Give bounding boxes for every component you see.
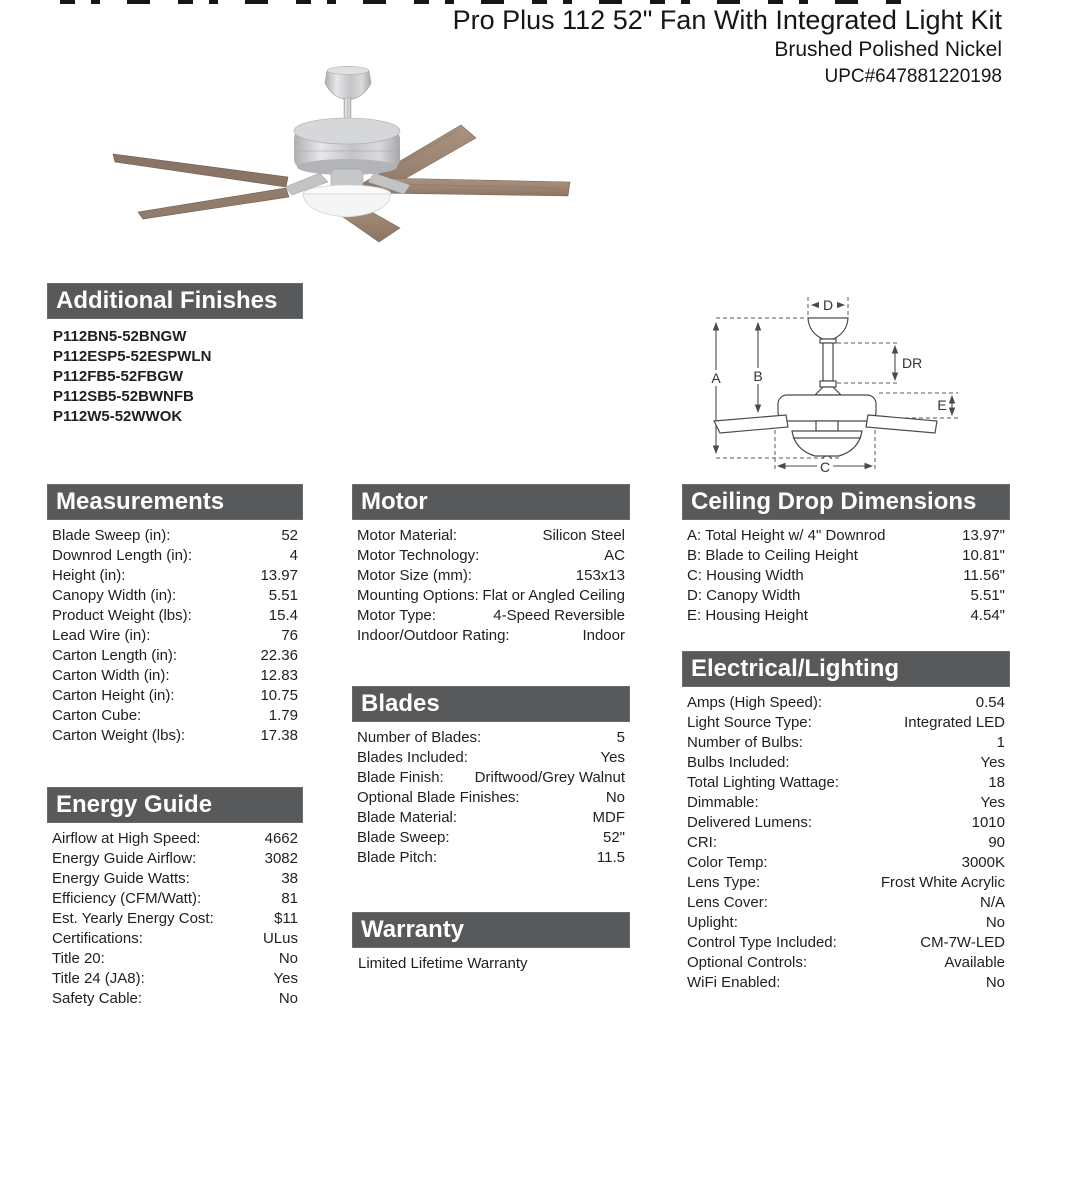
spec-label: Height (in): [52,567,126,584]
section-header-blades: Blades [352,686,630,722]
spec-row [47,626,303,646]
spec-label: Mounting Options: [357,587,479,604]
spec-label: Safety Cable: [52,990,143,1007]
spec-value: 81 [281,890,298,907]
spec-label: Blades Included: [357,749,468,766]
spec-value: 76 [281,627,298,644]
spec-label: Energy Guide Watts: [52,870,190,887]
page-title: Pro Plus 112 52" Fan With Integrated Light Kit [452,5,1002,35]
spec-label: Title 20: [52,950,105,967]
product-image-fan [80,55,640,280]
spec-row [682,853,1010,873]
section-warranty [352,912,630,974]
spec-row [352,626,630,646]
spec-value: No [985,914,1005,931]
spec-row [352,808,630,828]
spec-label: Carton Cube: [52,707,142,724]
spec-value: Indoor [582,627,625,644]
section-header-measurements: Measurements [47,484,303,520]
spec-value: 4-Speed Reversible [493,607,625,624]
fan-blade-left-lower [138,188,289,219]
spec-label: Title 24 (JA8): [52,970,145,987]
spec-row [47,526,303,546]
spec-row [682,586,1010,606]
spec-label: Carton Height (in): [52,687,175,704]
spec-row [682,953,1010,973]
spec-value: 10.75 [260,687,298,704]
spec-label: Blade Finish: [357,769,444,786]
spec-row [352,828,630,848]
product-finish: Brushed Polished Nickel [774,38,1002,61]
spec-value: 11.5 [596,849,625,866]
spec-row [682,793,1010,813]
section-header-additional-finishes: Additional Finishes [47,283,303,319]
spec-row [47,889,303,909]
section-ceiling-drop-dimensions [682,484,1010,626]
spec-value: 3000K [961,854,1005,871]
spec-label: Motor Type: [357,607,436,624]
spec-label: Color Temp: [687,854,768,871]
spec-value: 1 [996,734,1005,751]
spec-value: 153x13 [575,567,625,584]
spec-row [682,753,1010,773]
spec-label: Blade Sweep: [357,829,450,846]
spec-row [682,713,1010,733]
spec-row [47,646,303,666]
fan-motor-housing [294,118,400,175]
fan-canopy [325,67,371,101]
spec-value: 12.83 [260,667,298,684]
spec-label: Dimmable: [687,794,759,811]
spec-value: 52" [602,829,625,846]
product-upc: UPC#647881220198 [824,66,1002,87]
spec-row [682,893,1010,913]
spec-value: 5.51" [970,587,1005,604]
spec-label: Optional Blade Finishes: [357,789,520,806]
spec-value: 38 [281,870,298,887]
section-header-electrical-lighting: Electrical/Lighting [682,651,1010,687]
spec-value: Silicon Steel [542,527,625,544]
spec-label: A: Total Height w/ 4" Downrod [687,527,886,544]
spec-value: No [605,789,625,806]
finish-item: P112ESP5-52ESPWLN [53,348,212,365]
spec-row [682,773,1010,793]
spec-value: Yes [980,754,1005,771]
spec-value: No [985,974,1005,991]
spec-row [682,693,1010,713]
spec-label: Optional Controls: [687,954,808,971]
spec-value: N/A [979,894,1005,911]
section-additional-finishes [47,283,303,427]
spec-label: Efficiency (CFM/Watt): [52,890,202,907]
spec-value: 52 [281,527,298,544]
spec-row [682,566,1010,586]
spec-label: Motor Material: [357,527,458,544]
spec-row [47,726,303,746]
diagram-label-d: D [822,297,834,313]
spec-label: Blade Pitch: [357,849,438,866]
finish-item: P112BN5-52BNGW [53,328,187,345]
spec-value: No [278,990,298,1007]
spec-row [682,873,1010,893]
spec-row [682,833,1010,853]
spec-value: CM-7W-LED [920,934,1005,951]
section-header-warranty: Warranty [352,912,630,948]
spec-value: Integrated LED [904,714,1005,731]
spec-value: 5 [616,729,625,746]
section-header-motor: Motor [352,484,630,520]
spec-label: Est. Yearly Energy Cost: [52,910,214,927]
spec-row [47,949,303,969]
spec-value: 18 [988,774,1005,791]
section-blades [352,686,630,868]
spec-row [682,813,1010,833]
spec-value: 3082 [264,850,298,867]
spec-value: 90 [988,834,1005,851]
spec-value: MDF [592,809,625,826]
spec-row [47,606,303,626]
spec-label: Lens Type: [687,874,761,891]
spec-value: Frost White Acrylic [880,874,1005,891]
spec-row [47,706,303,726]
spec-row [47,586,303,606]
spec-value: 4.54" [970,607,1005,624]
spec-value: 17.38 [260,727,298,744]
spec-label: Carton Width (in): [52,667,170,684]
spec-row [682,733,1010,753]
spec-label: Indoor/Outdoor Rating: [357,627,510,644]
spec-label: Uplight: [687,914,738,931]
spec-label: E: Housing Height [687,607,808,624]
spec-label: Total Lighting Wattage: [687,774,840,791]
spec-label: C: Housing Width [687,567,804,584]
finish-item: P112FB5-52FBGW [53,368,184,385]
spec-value: 4 [289,547,298,564]
spec-value: 1010 [971,814,1005,831]
spec-label: D: Canopy Width [687,587,801,604]
spec-value: 15.4 [268,607,298,624]
spec-label: Certifications: [52,930,143,947]
spec-value: ULus [262,930,298,947]
spec-row [352,586,630,606]
spec-row [352,748,630,768]
spec-label: Blade Material: [357,809,458,826]
spec-label: CRI: [687,834,717,851]
spec-value: Yes [980,794,1005,811]
section-measurements [47,484,303,746]
spec-row [352,526,630,546]
spec-row [47,849,303,869]
spec-row [352,768,630,788]
spec-row [682,526,1010,546]
spec-row [352,606,630,626]
spec-value: Flat or Angled Ceiling [482,587,625,604]
spec-value: Yes [600,749,625,766]
spec-row [47,989,303,1009]
spec-value: 0.54 [975,694,1005,711]
spec-label: Number of Blades: [357,729,482,746]
ceiling-drop-diagram [690,283,1020,481]
spec-value: Driftwood/Grey Walnut [474,769,625,786]
spec-value: $11 [274,910,298,927]
spec-row [47,969,303,989]
fan-light-kit [303,185,391,217]
spec-row [352,546,630,566]
warranty-text: Limited Lifetime Warranty [358,955,528,972]
spec-label: Energy Guide Airflow: [52,850,197,867]
spec-row [47,546,303,566]
spec-row [352,728,630,748]
fan-blade-left-upper [113,154,288,187]
finish-item: P112SB5-52BWNFB [53,388,194,405]
spec-label: B: Blade to Ceiling Height [687,547,858,564]
section-header-ceiling-drop-dimensions: Ceiling Drop Dimensions [682,484,1010,520]
spec-row [47,909,303,929]
spec-value: 5.51 [268,587,298,604]
spec-row [682,973,1010,993]
diagram-label-c: C [819,459,831,475]
spec-row [682,546,1010,566]
spec-value: 10.81" [962,547,1005,564]
spec-label: WiFi Enabled: [687,974,781,991]
spec-label: Lead Wire (in): [52,627,151,644]
spec-row [47,566,303,586]
spec-row [352,848,630,868]
section-energy-guide [47,787,303,1009]
spec-label: Carton Weight (lbs): [52,727,186,744]
diagram-label-b: B [753,368,763,384]
spec-label: Amps (High Speed): [687,694,823,711]
diagram-label-a: A [711,370,721,386]
spec-label: Carton Length (in): [52,647,178,664]
spec-row [682,606,1010,626]
spec-label: Product Weight (lbs): [52,607,192,624]
diagram-label-e: E [937,397,947,413]
spec-label: Bulbs Included: [687,754,790,771]
spec-value: 4662 [264,830,298,847]
finish-list [47,327,303,427]
spec-value: AC [604,547,625,564]
spec-value: Available [944,954,1005,971]
spec-label: Canopy Width (in): [52,587,177,604]
cropped-top-text-artifact [60,0,905,4]
spec-value: 13.97" [962,527,1005,544]
spec-row [682,933,1010,953]
spec-row [352,788,630,808]
spec-value: Yes [273,970,298,987]
spec-label: Number of Bulbs: [687,734,803,751]
spec-row [682,913,1010,933]
spec-label: Blade Sweep (in): [52,527,171,544]
spec-value: 13.97 [260,567,298,584]
section-motor [352,484,630,646]
spec-label: Delivered Lumens: [687,814,813,831]
spec-value: No [278,950,298,967]
diagram-fan-outline [714,318,937,461]
spec-row [47,666,303,686]
spec-label: Control Type Included: [687,934,837,951]
spec-row [47,686,303,706]
spec-label: Light Source Type: [687,714,812,731]
spec-row [47,829,303,849]
spec-value: 11.56" [963,567,1005,584]
spec-value: 22.36 [260,647,298,664]
diagram-label-dr: DR [902,355,923,371]
section-header-energy-guide: Energy Guide [47,787,303,823]
spec-row [352,566,630,586]
spec-row [47,869,303,889]
spec-row [47,929,303,949]
section-electrical-lighting [682,651,1010,993]
spec-label: Motor Technology: [357,547,480,564]
finish-item: P112W5-52WWOK [53,408,183,425]
spec-value: 1.79 [268,707,298,724]
spec-label: Motor Size (mm): [357,567,473,584]
spec-label: Airflow at High Speed: [52,830,201,847]
spec-label: Lens Cover: [687,894,768,911]
spec-label: Downrod Length (in): [52,547,193,564]
